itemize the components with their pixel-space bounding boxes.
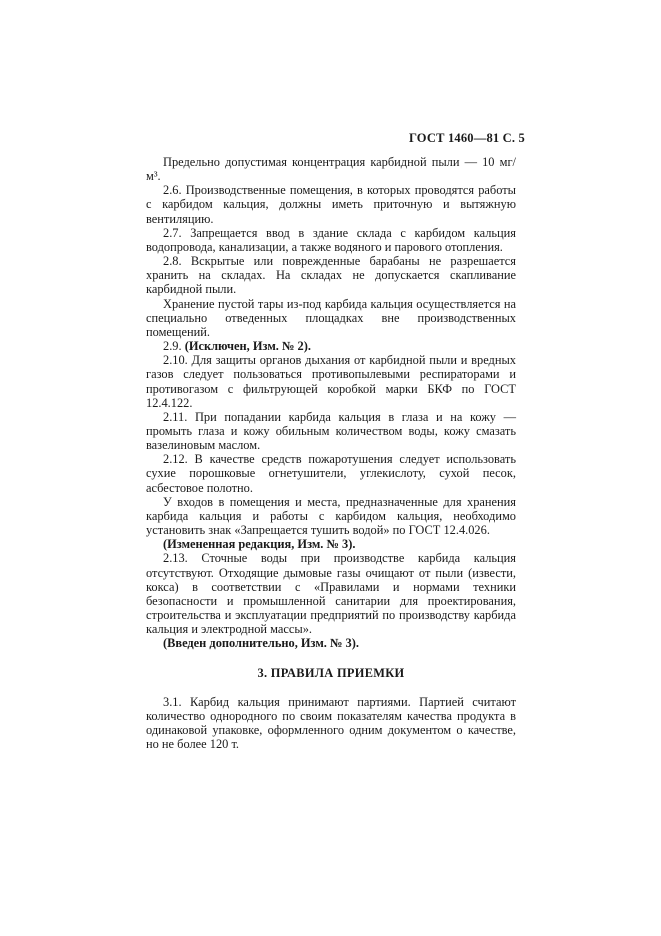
document-body	[146, 155, 516, 751]
amendment-note-changed: (Измененная редакция, Изм. № 3).	[163, 537, 356, 552]
paragraph-2-9	[146, 339, 516, 353]
paragraph-entrance-sign: У входов в помещения и места, предназначенные для хранения карбида кальция и работы с карбидом кальция, необходимо установить знак «Запрещается тушить водой» по ГОСТ 12.4.026.	[146, 494, 516, 538]
paragraph-2-7: 2.7. Запрещается ввод в здание склада с карбидом кальция водопровода, канализации, а также водяного и парового отопления.	[146, 225, 516, 254]
paragraph-empty-container-storage: Хранение пустой тары из-под карбида кальция осуществляется на специально отведенных площадках вне производственных помещений.	[146, 296, 516, 339]
paragraph-2-9-excluded: (Исключен, Изм. № 2).	[184, 339, 311, 354]
paragraph-2-13: 2.13. Сточные воды при производстве карбида кальция отсутствуют. Отходящие дымовые газы очищают от пыли (извести, кокса) в соответствии с «Правилами и нормами техники безопасности и промышленной санитарии для проектирования, строительства и эксплуатации предприятий по производству карбида кальция и электродной массы».	[146, 551, 516, 637]
section-3-title: 3. ПРАВИЛА ПРИЕМКИ	[257, 666, 405, 681]
paragraph-2-8: 2.8. Вскрытые или поврежденные барабаны не разрешается хранить на складах. На складах не допускается скапливание карбидной пыли.	[146, 254, 516, 297]
paragraph-2-6: 2.6. Производственные помещения, в которых проводятся работы с карбидом кальция, должны иметь приточную и вытяжную вентиляцию.	[146, 183, 516, 226]
paragraph-3-1: 3.1. Карбид кальция принимают партиями. Партией считают количество однородного по своим показателям качества продукта в одинаковой упаковке, оформленного одним документом о качестве, но не более 120 т.	[146, 694, 516, 752]
paragraph-2-11: 2.11. При попадании карбида кальция в глаза и на кожу — промыть глаза и кожу обильным количеством воды, кожу смазать вазелиновым маслом.	[146, 409, 516, 453]
paragraph-2-9-number: 2.9.	[163, 339, 182, 354]
paragraph-2-12: 2.12. В качестве средств пожаротушения следует использовать сухие порошковые огнетушители, углекислоту, сухой песок, асбестовое полотно.	[146, 452, 516, 495]
paragraph-2-10: 2.10. Для защиты органов дыхания от карбидной пыли и вредных газов следует пользоваться противопылевыми респираторами и противогазом с фильтрующей коробкой марки БКФ по ГОСТ 12.4.122.	[146, 353, 516, 410]
page-header: ГОСТ 1460—81 С. 5	[408, 131, 525, 145]
paragraph-dust-concentration: Предельно допустимая концентрация карбидной пыли — 10 мг/м³.	[146, 155, 516, 184]
amendment-note-added: (Введен дополнительно, Изм. № 3).	[163, 636, 359, 651]
